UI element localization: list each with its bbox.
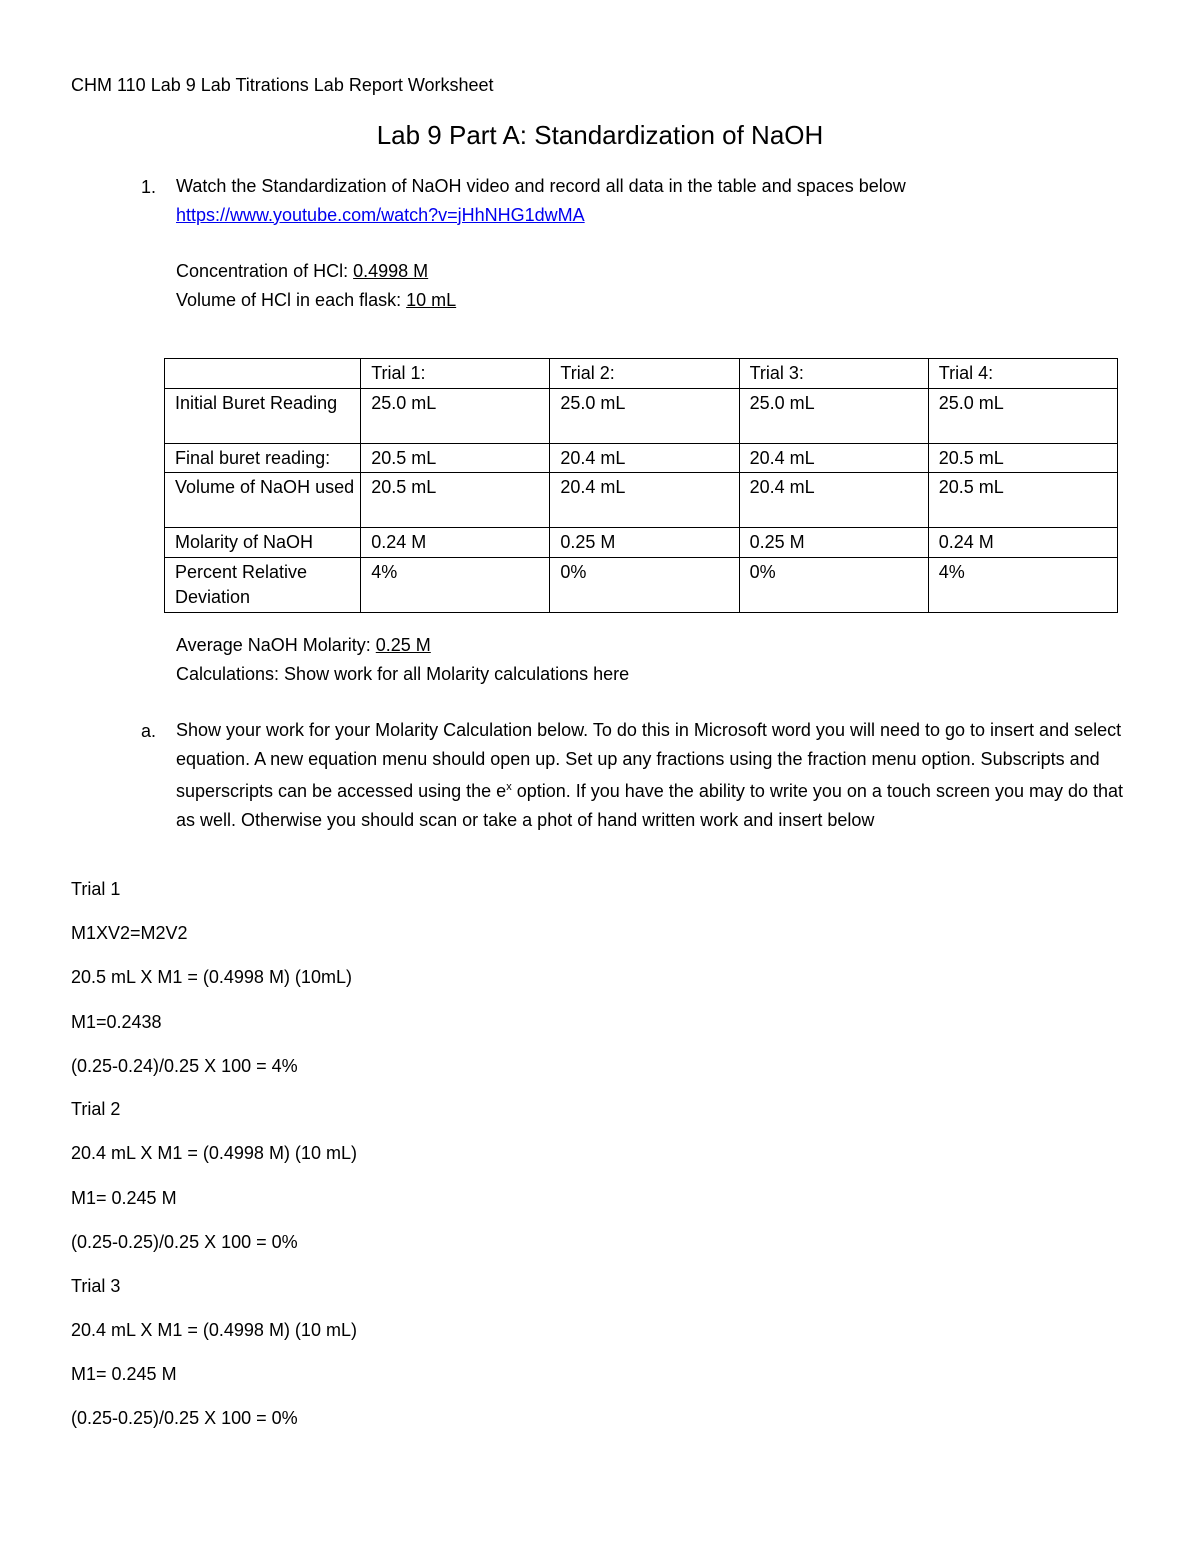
table-cell: 25.0 mL (739, 388, 928, 443)
row-label: Molarity of NaOH (165, 528, 361, 558)
table-cell: 20.4 mL (739, 443, 928, 473)
row-label: Volume of NaOH used (165, 473, 361, 528)
work-line: M1XV2=M2V2 (71, 923, 188, 943)
hcl-concentration-label: Concentration of HCl: (176, 261, 349, 281)
given-values (176, 257, 1136, 314)
work-line: 20.4 mL X M1 = (0.4998 M) (10 mL) (71, 1320, 357, 1340)
work-line: M1= 0.245 M (71, 1364, 177, 1384)
step-1-instruction: Watch the Standardization of NaOH video and record all data in the table and spaces below (176, 176, 906, 196)
step-a-text-1: Show your work for your Molarity Calculation below. To do this in Microsoft word you will need to go to insert and select equation. A new equation menu should open up. Set up any fractions using the fraction menu option. Subscripts and superscripts can be accessed using the e (176, 720, 1122, 802)
video-link[interactable]: https://www.youtube.com/watch?v=jHhNHG1dwMA (176, 204, 585, 225)
row-label: Percent Relative Deviation (165, 557, 361, 612)
work-line: 20.5 mL X M1 = (0.4998 M) (10mL) (71, 967, 352, 987)
average-label: Average NaOH Molarity: (176, 635, 371, 655)
table-row (165, 443, 1118, 473)
table-cell: 25.0 mL (550, 388, 739, 443)
work-line: (0.25-0.24)/0.25 X 100 = 4% (71, 1056, 298, 1076)
hcl-volume-line (176, 286, 1136, 315)
table-cell: 20.5 mL (361, 473, 550, 528)
table-cell: 20.4 mL (550, 443, 739, 473)
table-cell: 0% (739, 557, 928, 612)
hcl-concentration-line (176, 257, 1136, 286)
table-cell: 20.5 mL (361, 443, 550, 473)
table-cell: 25.0 mL (928, 388, 1117, 443)
work-line: 20.4 mL X M1 = (0.4998 M) (10 mL) (71, 1143, 357, 1163)
table-row (165, 528, 1118, 558)
table-header-cell: Trial 4: (928, 359, 1117, 389)
table-cell: 4% (361, 557, 550, 612)
table-cell: 20.4 mL (550, 473, 739, 528)
table-header-row (165, 359, 1118, 389)
document-header: CHM 110 Lab 9 Lab Titrations Lab Report Worksheet (71, 75, 494, 95)
table-cell: 25.0 mL (361, 388, 550, 443)
work-line: (0.25-0.25)/0.25 X 100 = 0% (71, 1408, 298, 1428)
work-line: (0.25-0.25)/0.25 X 100 = 0% (71, 1232, 298, 1252)
hcl-volume-value: 10 mL (406, 289, 457, 310)
table-row (165, 473, 1118, 528)
table-header-cell: Trial 1: (361, 359, 550, 389)
step-1-marker: 1. (141, 177, 157, 197)
row-label: Final buret reading: (165, 443, 361, 473)
page-title: Lab 9 Part A: Standardization of NaOH (376, 120, 824, 150)
row-label: Initial Buret Reading (165, 388, 361, 443)
table-row (165, 388, 1118, 443)
average-line (176, 631, 1136, 660)
table-cell: 0.25 M (739, 528, 928, 558)
hcl-concentration-value: 0.4998 M (353, 261, 429, 281)
table-cell: 0% (550, 557, 739, 612)
work-line: Trial 1 (71, 879, 121, 899)
table-cell: 0.24 M (928, 528, 1117, 558)
step-a-instructions (176, 716, 1131, 834)
table-cell: 4% (928, 557, 1117, 612)
work-line: M1=0.2438 (71, 1012, 162, 1032)
step-a-text-2: option. If you have the ability to write you on a touch screen you may do that as well. Otherwise you should scan or take a phot of hand written work and insert below (176, 781, 1124, 830)
work-line: Trial 2 (71, 1099, 121, 1119)
table-header-cell: Trial 2: (550, 359, 739, 389)
table-row (165, 557, 1118, 612)
average-section (176, 631, 1136, 688)
table-cell: 20.5 mL (928, 473, 1117, 528)
table-header-cell (165, 359, 361, 389)
work-line: M1= 0.245 M (71, 1188, 177, 1208)
titration-data-table (164, 358, 1118, 613)
step-1-text (176, 172, 1136, 229)
step-a-marker: a. (141, 721, 157, 741)
calculations-label: Calculations: Show work for all Molarity calculations here (176, 663, 630, 684)
step-a-superscript: x (506, 781, 512, 794)
table-cell: 0.25 M (550, 528, 739, 558)
table-cell: 20.5 mL (928, 443, 1117, 473)
table-header-cell: Trial 3: (739, 359, 928, 389)
table-cell: 0.24 M (361, 528, 550, 558)
work-line: Trial 3 (71, 1276, 121, 1296)
table-cell: 20.4 mL (739, 473, 928, 528)
hcl-volume-label: Volume of HCl in each flask: (176, 289, 402, 310)
average-value: 0.25 M (375, 635, 431, 655)
